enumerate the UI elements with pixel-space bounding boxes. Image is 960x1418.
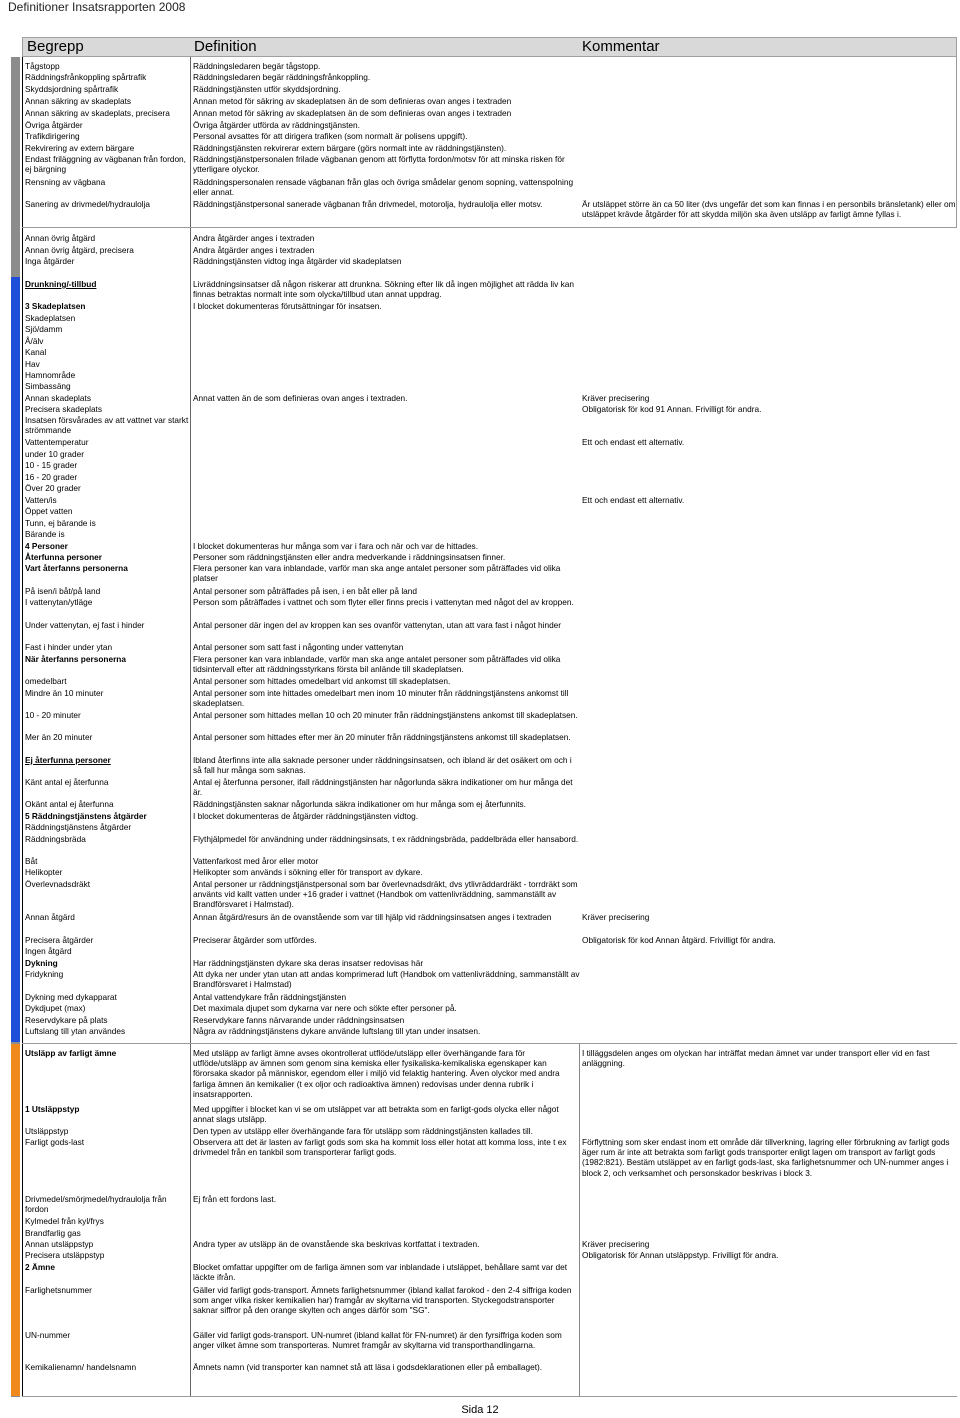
definition-cell: Antal personer som påträffades på isen, i en båt eller på land [193, 586, 418, 596]
definition-cell: Räddningstjänstpersonalen frilade vägbanan genom att förflytta fordon/motsv för att minska risken för ytterligare olyckor. [193, 154, 565, 175]
definition-cell: Räddningstjänsten vidtog inga åtgärder vid skadeplatsen [193, 256, 402, 266]
term-cell: Bärande is [25, 529, 65, 539]
definition-cell: Flera personer kan vara inblandade, varför man ska ange antalet personer som påträffades vid olika tidsintervall efter att räddningsstyrkans första bil anlände till skadeplatsen. [193, 654, 561, 675]
term-cell: Fast i hinder under ytan [25, 642, 113, 652]
section-heading: 4 Personer [25, 541, 68, 551]
term-cell: Annan åtgärd [25, 912, 75, 922]
term-cell: Vatten/is [25, 495, 57, 505]
term-cell: På isen/i båt/på land [25, 586, 101, 596]
term-cell: UN-nummer [25, 1330, 71, 1340]
term-cell: Överlevnadsdräkt [25, 879, 91, 889]
definition-cell: Flera personer kan vara inblandade, varför man ska ange antalet personer som påträffades vid olika platser [193, 563, 561, 584]
term-cell: Rekvirering av extern bärgare [25, 143, 135, 153]
term-cell: Skadeplatsen [25, 313, 76, 323]
term-cell: Hamnområde [25, 370, 76, 380]
term-cell: Räddningsbräda [25, 834, 86, 844]
definition-cell: Att dyka ner under ytan utan att andas komprimerad luft (Handbok om vattenlivräddning, sammanställt av Brandförsvaret i Halmstad) [193, 969, 580, 990]
term-cell: Annan skadeplats [25, 393, 91, 403]
section-heading: Ej återfunna personer [25, 755, 111, 765]
comment-cell: Kräver precisering [582, 393, 650, 403]
term-cell: Kemikalienamn/ handelsnamn [25, 1362, 137, 1372]
term-cell: Tunn, ej bärande is [25, 518, 96, 528]
term-cell: Okänt antal ej återfunna [25, 799, 114, 809]
section-heading: 3 Skadeplatsen [25, 301, 86, 311]
definition-cell: Med utsläpp av farligt ämne avses okontrollerat utflöde/utsläpp eller överhängande fara för utflöde/utsläpp av ämnen som genom sina kemiska eller fysikaliska-kemikaliska egenskaper kan förorsaka skador på människor, egendom eller i miljö vid felaktig hantering. Även olyckor med andra farliga ämnen än kemikalier (t ex oljor och radioaktiva ämnen) redovisas under denna rubrik i insatsrapporten. [193, 1048, 560, 1099]
term-cell: Drivmedel/smörjmedel/hydraulolja från fordon [25, 1194, 167, 1215]
term-cell: Annan övrig åtgärd, precisera [25, 245, 134, 255]
header-comment: Kommentar [582, 38, 660, 55]
header-term: Begrepp [27, 38, 84, 55]
term-cell: Reservdykare på plats [25, 1015, 108, 1025]
term-cell: Luftslang till ytan användes [25, 1026, 126, 1036]
term-cell: När återfanns personerna [25, 654, 126, 664]
term-cell: Annan säkring av skadeplats [25, 96, 132, 106]
term-cell: Övriga åtgärder [25, 120, 83, 130]
term-cell: Helikopter [25, 867, 63, 877]
definition-cell: Reservdykare fanns närvarande under räddningsinsatsen [193, 1015, 405, 1025]
comment-cell: Kräver precisering [582, 1239, 650, 1249]
term-cell: I vattenytan/ytläge [25, 597, 93, 607]
term-cell: Dykdjupet (max) [25, 1003, 86, 1013]
document-title: Definitioner Insatsrapporten 2008 [8, 0, 186, 14]
definition-cell: Gäller vid farligt gods-transport. Ämnets farlighetsnummer (ibland kallat farokod - den 2-4 siffriga koden som anger vilka risker kemikalien har) framgår av skyltarna vid transporten. Styckegodstransporter saknar siffror på den orange skylten och anges därför som "SG". [193, 1285, 572, 1316]
term-cell: Å/älv [25, 336, 44, 346]
term-cell: Inga åtgärder [25, 256, 75, 266]
definition-cell: Antal personer som inte hittades omedelbart men inom 10 minuter från räddningstjänstens ankomst till skadeplatsen. [193, 688, 569, 709]
section-heading: Utsläpp av farligt ämne [25, 1048, 117, 1058]
term-cell: Vart återfanns personerna [25, 563, 128, 573]
section-heading: 1 Utsläppstyp [25, 1104, 80, 1114]
definition-cell: Räddningsledaren begär tågstopp. [193, 61, 321, 71]
term-cell: Annan övrig åtgärd [25, 233, 96, 243]
term-cell: Trafikdirigering [25, 131, 80, 141]
header-definition: Definition [194, 38, 257, 55]
term-cell: Insatsen försvårades av att vattnet var starkt strömmande [25, 415, 189, 436]
definition-cell: Ämnets namn (vid transporter kan namnet stå att läsa i godsdeklarationen eller på emballaget). [193, 1362, 543, 1372]
term-cell: Annan utsläppstyp [25, 1239, 94, 1249]
definition-cell: Personal avsattes för att dirigera trafiken (som normalt är polisens uppgift). [193, 131, 468, 141]
definition-cell: Det maximala djupet som dykarna var nere och sökte efter personer på. [193, 1003, 457, 1013]
definition-cell: Andra åtgärder anges i textraden [193, 245, 315, 255]
definition-cell: Antal personer som hittades omedelbart vid ankomst till skadeplatsen. [193, 676, 451, 686]
term-cell: Mindre än 10 minuter [25, 688, 104, 698]
section-heading: Dykning [25, 958, 58, 968]
definition-cell: Räddningstjänsten rekvirerar extern bärgare (görs normalt inte av räddningstjänsten). [193, 143, 507, 153]
definition-cell: Ibland återfinns inte alla saknade personer under räddningsinsatsen, och ibland är det osäkert om och i så fall hur många som saknas. [193, 755, 572, 776]
term-cell: Farligt gods-last [25, 1137, 85, 1147]
definition-cell: I blocket dokumenteras de åtgärder räddningstjänsten vidtog. [193, 811, 419, 821]
comment-cell: Obligatorisk för Annan utsläppstyp. Frivilligt för andra. [582, 1250, 779, 1260]
section-heading: Drunkning/-tillbud [25, 279, 97, 289]
term-cell: Hav [25, 359, 40, 369]
definition-cell: Räddningsledaren begär räddningsfrånkoppling. [193, 72, 371, 82]
definition-cell: Andra typer av utsläpp än de ovanstående ska beskrivas kortfattat i textraden. [193, 1239, 480, 1249]
definition-cell: Personer som räddningstjänsten eller andra medverkande i räddningsinsatsen finner. [193, 552, 506, 562]
definition-cell: Antal personer som hittades efter mer än 20 minuter från räddningstjänstens ankomst till skadeplatsen. [193, 732, 571, 742]
definition-cell: Antal personer där ingen del av kroppen kan ses ovanför vattenytan, utan att vara fast i något hinder [193, 620, 562, 630]
definition-cell: Antal personer som hittades mellan 10 och 20 minuter från räddningstjänstens ankomst till skadeplatsen. [193, 710, 578, 720]
term-cell: Räddningstjänstens åtgärder [25, 822, 132, 832]
term-cell: Vattentemperatur [25, 437, 89, 447]
term-cell: Tågstopp [25, 61, 60, 71]
term-cell: Farlighetsnummer [25, 1285, 92, 1295]
definition-cell: I blocket dokumenteras förutsättningar för insatsen. [193, 301, 382, 311]
definition-cell: Några av räddningstjänstens dykare använde luftslang till ytan under insatsen. [193, 1026, 481, 1036]
comment-cell: Ett och endast ett alternativ. [582, 437, 685, 447]
definition-cell: Antal personer ur räddningstjänstpersonal som bar överlevnadsdräkt, dvs ytlivräddardräkt - torrdräkt som använts vid kallt vatten under +16 grader i vattnet (Handbok om vattenlivräddning, sammanställt av Brandförsvaret i Halmstad). [193, 879, 578, 910]
term-cell: 10 - 15 grader [25, 460, 78, 470]
term-cell: Utsläppstyp [25, 1126, 69, 1136]
definition-cell: Den typen av utsläpp eller överhängande fara för utsläpp som räddningstjänsten kallades till. [193, 1126, 533, 1136]
term-cell: Sjö/damm [25, 324, 63, 334]
comment-cell: Obligatorisk för kod 91 Annan. Frivilligt för andra. [582, 404, 762, 414]
comment-cell: Förflyttning som sker endast inom ett område där tillverkning, lagring eller förbrukning av farligt gods äger rum är inte att betrakta som farligt gods transporter enligt lagen om transport av farligt gods (1982:821). Bestäm utsläppet av en farligt gods-last, ska farlighetsnummer och UN-nummer anges i block 2, och verksamhet och personskador beskrivas i block 3. [582, 1137, 950, 1178]
term-cell: Dykning med dykapparat [25, 992, 117, 1002]
definition-cell: Preciserar åtgärder som utfördes. [193, 935, 317, 945]
definition-cell: Observera att det är lasten av farligt gods som ska ha kommit loss eller hotat att komma loss, inte t ex drivmedel från en tankbil som transporterar farligt gods. [193, 1137, 567, 1158]
definition-cell: Antal ej återfunna personer, ifall räddningstjänsten har någorlunda säkra indikationer om hur många det är. [193, 777, 573, 798]
definition-cell: Blocket omfattar uppgifter om de farliga ämnen som var inblandade i utsläppet, behållare samt var det läckte ifrån. [193, 1262, 568, 1283]
definition-cell: Annat vatten än de som definieras ovan anges i textraden. [193, 393, 408, 403]
definition-cell: Person som påträffades i vattnet och som flyter eller finns precis i vattenytan med något del av kroppen. [193, 597, 574, 607]
definition-cell: Annan metod för säkring av skadeplatsen än de som definieras ovan anges i textraden [193, 108, 512, 118]
term-cell: Båt [25, 856, 38, 866]
term-cell: 16 - 20 grader [25, 472, 78, 482]
definition-cell: Andra åtgärder anges i textraden [193, 233, 315, 243]
definition-cell: I blocket dokumenteras hur många som var i fara och när och var de hittades. [193, 541, 479, 551]
definition-cell: Övriga åtgärder utförda av räddningstjänsten. [193, 120, 360, 130]
term-cell: Återfunna personer [25, 552, 102, 562]
term-cell: under 10 grader [25, 449, 85, 459]
definition-cell: Gäller vid farligt gods-transport. UN-numret (ibland kallat för FN-numret) är den fyrsiffriga koden som anger vilket ämne som transporteras. Numret framgår av skyltarna vid transporthandlingarna. [193, 1330, 562, 1351]
term-cell: 10 - 20 minuter [25, 710, 81, 720]
page-number: Sida 12 [461, 1404, 499, 1416]
definition-cell: Helikopter som används i sökning eller för transport av dykare. [193, 867, 423, 877]
term-cell: Mer än 20 minuter [25, 732, 93, 742]
term-cell: Simbassäng [25, 381, 71, 391]
definition-cell: Flythjälpmedel för användning under räddningsinsats, t ex räddningsbräda, paddelbräda eller hansabord. [193, 834, 579, 844]
definition-cell: Ej från ett fordons last. [193, 1194, 277, 1204]
term-cell: Känt antal ej återfunna [25, 777, 109, 787]
definition-cell: Räddningstjänsten saknar någorlunda säkra indikationer om hur många som ej återfunnits. [193, 799, 526, 809]
term-cell: Ingen åtgärd [25, 946, 72, 956]
term-cell: Brandfarlig gas [25, 1228, 81, 1238]
definition-cell: Antal vattendykare från räddningstjänsten [193, 992, 347, 1002]
definition-cell: Vattenfarkost med åror eller motor [193, 856, 319, 866]
term-cell: Över 20 grader [25, 483, 81, 493]
term-cell: Precisera åtgärder [25, 935, 94, 945]
term-cell: Fridykning [25, 969, 64, 979]
term-cell: Kylmedel från kyl/frys [25, 1216, 104, 1226]
definition-cell: Antal personer som satt fast i någonting under vattenytan [193, 642, 404, 652]
term-cell: Räddningsfrånkoppling spårtrafik [25, 72, 147, 82]
term-cell: Under vattenytan, ej fast i hinder [25, 620, 145, 630]
term-cell: Sanering av drivmedel/hydraulolja [25, 199, 150, 209]
term-cell: Kanal [25, 347, 47, 357]
term-cell: omedelbart [25, 676, 67, 686]
comment-cell: Obligatorisk för kod Annan åtgärd. Frivilligt för andra. [582, 935, 776, 945]
term-cell: Precisera utsläppstyp [25, 1250, 105, 1260]
term-cell: Öppet vatten [25, 506, 73, 516]
comment-cell: Kräver precisering [582, 912, 650, 922]
definition-cell: Har räddningstjänsten dykare ska deras insatser redovisas här [193, 958, 424, 968]
definition-cell: Räddningstjänstpersonal sanerade vägbanan från drivmedel, motorolja, hydraulolja eller motsv. [193, 199, 543, 209]
term-cell: Annan säkring av skadeplats, precisera [25, 108, 170, 118]
definition-cell: Livräddningsinsatser då någon riskerar att drunkna. Sökning efter lik då ingen möjlighet att rädda liv kan finnas betraktas normalt inte som olycka/tillbud utan annat uppdrag. [193, 279, 574, 300]
comment-cell: I tilläggsdelen anges om olyckan har inträffat medan ämnet var under transport eller vid en fast anläggning. [582, 1048, 930, 1069]
term-cell: Rensning av vägbana [25, 177, 106, 187]
definition-cell: Annan åtgärd/resurs än de ovanstående som var till hjälp vid räddningsinsatsen anges i textraden [193, 912, 552, 922]
term-cell: Precisera skadeplats [25, 404, 103, 414]
section-heading: 5 Räddningstjänstens åtgärder [25, 811, 147, 821]
term-cell: Endast friläggning av vägbanan från fordon, ej bärgning [25, 154, 186, 175]
comment-cell: Är utsläppet större än ca 50 liter (dvs ungefär det som kan finnas i en personbils bränsletank) eller om utsläppet krävde åtgärder för att skydda miljön ska även utsläpp av farligt ämne fyllas i. [582, 199, 956, 220]
section-heading: 2 Ämne [25, 1262, 55, 1272]
term-cell: Skyddsjordning spårtrafik [25, 84, 119, 94]
definition-cell: Med uppgifter i blocket kan vi se om utsläppet var att betrakta som en farligt-gods olycka eller något annat slags utsläpp. [193, 1104, 559, 1125]
comment-cell: Ett och endast ett alternativ. [582, 495, 685, 505]
definition-cell: Räddningstjänsten utför skyddsjordning. [193, 84, 341, 94]
definition-cell: Annan metod för säkring av skadeplatsen än de som definieras ovan anges i textraden [193, 96, 512, 106]
definition-cell: Räddningspersonalen rensade vägbanan från glas och övriga smådelar genom sopning, vattenspolning eller annat. [193, 177, 574, 198]
